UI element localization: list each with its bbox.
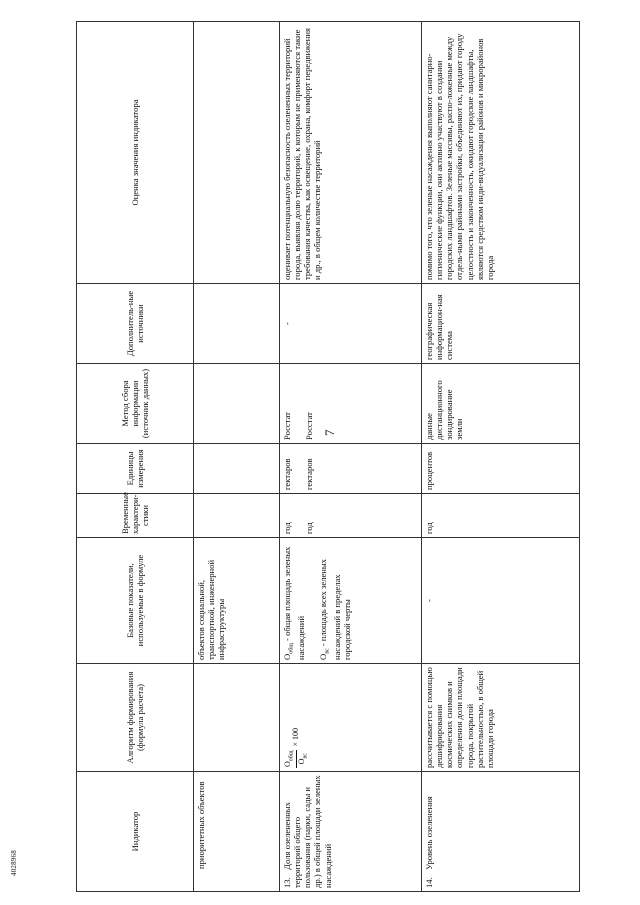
header-units: Единицы измерения [77,444,194,494]
document-code: 4028968 [10,850,18,876]
cell-assessment [194,22,280,284]
indicator-table-container [76,22,574,892]
cell-method [280,364,422,444]
units-value: гектаров [304,458,315,490]
page-number: 7 [322,429,337,436]
units-value: гектаров [282,458,292,490]
formula-numerator-sub: общ [288,750,295,762]
base-symbol-sub: общ [288,643,295,654]
cell-time [280,494,422,538]
table-row-continued [194,22,280,892]
table-row-14 [422,22,580,892]
base-text: - [424,599,434,602]
header-assessment: Оценка значения индикатора [77,22,194,284]
base-text: объектов социальной, транспортной, инженерной инфраструктуры [196,559,227,660]
indicator-text: Уровень озеленения [424,796,434,870]
assessment-text: помимо того, что зеленые насаждения выполняют санитарно-гигиенические функции, они активно участвуют в создании городских ландшафтов. Зеленые массивы, распо-ложенные между отдель-ными районами застройки, объединяют их, придают городу целостность и законченность, ожидают городские ландшафты, являются средством инди-видуализации районов и микрорайонов города [424,33,495,280]
header-indicator: Индикатор [77,772,194,892]
cell-assessment [280,22,422,284]
cell-method [422,364,580,444]
formula-denominator-sub: вс [302,753,309,759]
base-item-total-area [282,541,306,660]
row-number: 13. [282,877,292,888]
time-value: год [424,522,434,534]
cell-time [194,494,280,538]
cell-time [422,494,580,538]
extra-value: географическая информацион-ная система [424,294,455,360]
header-collection-method: Метод сбора информации (источник данных) [77,364,194,444]
cell-base [422,538,580,664]
cell-indicator [280,772,422,892]
method-value: данные дистанционного зондирование земли [424,380,465,440]
cell-assessment [422,22,580,284]
indicator-text: Доля озелененных территорий общего пользования (парки, сады и др.) в общей площади зеленых насаждений [282,775,333,888]
header-base-indicators: Базовые показатели, используемые в формуле [77,538,194,664]
algorithm-text: рассчитывается с помощью дешифрирования космических снимков и определения доли площади города, покрытой растительностью, в общей площади города [424,667,495,768]
cell-extra [422,284,580,364]
cell-extra [194,284,280,364]
header-additional-sources: Дополнитель-ные источники [77,284,194,364]
table-row-13 [280,22,422,892]
base-symbol: O [282,653,292,660]
units-value: процентов [424,451,434,490]
formula-multiplier: × 100 [291,728,301,747]
formula [283,728,309,768]
time-value: год [304,522,315,534]
header-time-characteristics: Временные характери-стики [77,494,194,538]
cell-indicator [194,772,280,892]
row-number: 14. [424,877,434,888]
cell-units [280,444,422,494]
header-algorithm: Алгоритм формирования (формула расчета) [77,664,194,772]
cell-base [280,538,422,664]
base-description: - общая площадь зеленых насаждений [282,546,306,660]
cell-units [194,444,280,494]
formula-numerator: O [283,761,292,767]
base-symbol-sub: вс [324,648,331,654]
method-value: Росстат [282,412,292,440]
base-item-all-area [318,541,352,660]
cell-algorithm [280,664,422,772]
indicator-text: приоритетных объектов [196,781,206,869]
indicator-table [76,21,580,892]
cell-extra [280,284,422,364]
formula-denominator: O [296,758,306,765]
cell-algorithm [194,664,280,772]
extra-value: - [282,322,292,325]
method-value: Росстат [304,412,315,440]
table-header-row [77,22,194,892]
cell-algorithm [422,664,580,772]
assessment-text: оценивает потенциальную безопасность озелененных территорий города, выявляя долю территорий, к которым не применяются такие требования качества, как освещение, охрана, комфорт передвижения и др., в общем количестве территорий [282,28,323,280]
time-value: год [282,522,292,534]
cell-base [194,538,280,664]
base-description: - площадь всех зеленых насаждений в пределах городской черты [317,559,352,660]
cell-indicator [422,772,580,892]
cell-units [422,444,580,494]
base-symbol: O [317,653,328,660]
cell-method [194,364,280,444]
